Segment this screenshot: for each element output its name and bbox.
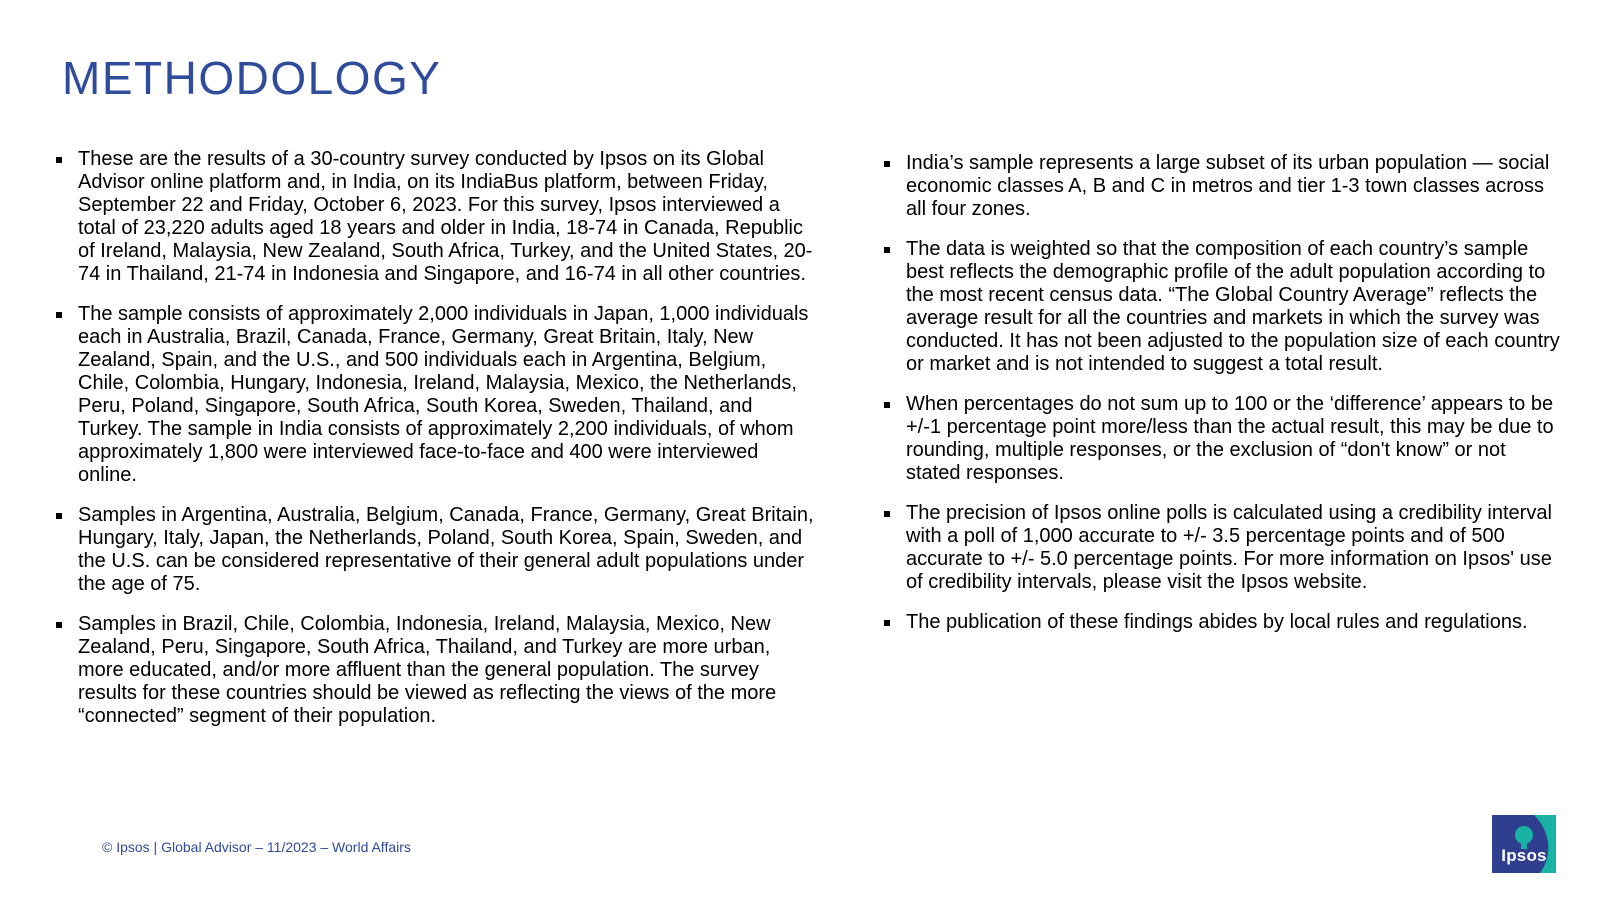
bullet-text: These are the results of a 30-country survey conducted by Ipsos on its Global Advisor online platform and, in India, on its IndiaBus platform, between Friday, September 22 and Friday, October 6, 2023. For this survey, Ipsos interviewed a total of 23,220 adults aged 18 years and older in India, 18-74 in Canada, Republic of Ireland, Malaysia, New Zealand, South Africa, Turkey, and the United States, 20-74 in Thailand, 21-74 in Indonesia and Singapore, and 16-74 in all other countries.: [78, 148, 813, 285]
square-bullet-icon: [56, 312, 62, 318]
bullet-text: India’s sample represents a large subset of its urban population — social economic classes A, B and C in metros and tier 1-3 town classes across all four zones.: [906, 152, 1550, 220]
right-bullet-list: [884, 152, 1564, 651]
square-bullet-icon: [884, 247, 890, 253]
bullet-text: When percentages do not sum up to 100 or the ‘difference’ appears to be +/-1 percentage point more/less than the actual result, this may be due to rounding, multiple responses, or the exclusion of “don't know” or not stated responses.: [906, 393, 1554, 484]
bullet-item: [56, 148, 816, 286]
logo-text: Ipsos: [1501, 846, 1547, 865]
square-bullet-icon: [56, 157, 62, 163]
bullet-item: [884, 502, 1564, 594]
square-bullet-icon: [56, 622, 62, 628]
ipsos-logo: [1492, 815, 1556, 873]
footer-copyright: © Ipsos | Global Advisor – 11/2023 – World Affairs: [102, 839, 411, 855]
square-bullet-icon: [884, 161, 890, 167]
square-bullet-icon: [56, 513, 62, 519]
bullet-text: The data is weighted so that the composition of each country’s sample best reflects the demographic profile of the adult population according to the most recent census data. “The Global Country Average” reflects the average result for all the countries and markets in which the survey was conducted. It has not been adjusted to the population size of each country or market and is not intended to suggest a total result.: [906, 238, 1560, 375]
bullet-text: The sample consists of approximately 2,000 individuals in Japan, 1,000 individuals each in Australia, Brazil, Canada, France, Germany, Great Britain, Italy, New Zealand, Spain, and the U.S., and 500 individuals each in Argentina, Belgium, Chile, Colombia, Hungary, Indonesia, Ireland, Malaysia, Mexico, the Netherlands, Peru, Poland, Singapore, South Africa, South Korea, Sweden, Thailand, and Turkey. The sample in India consists of approximately 2,200 individuals, of whom approximately 1,800 were interviewed face-to-face and 400 were interviewed online.: [78, 303, 809, 486]
bullet-item: [884, 152, 1564, 221]
square-bullet-icon: [884, 620, 890, 626]
bullet-item: [884, 611, 1564, 634]
bullet-text: Samples in Brazil, Chile, Colombia, Indonesia, Ireland, Malaysia, Mexico, New Zealand, Peru, Singapore, South Africa, Thailand, and Turkey are more urban, more educated, and/or more affluent than the general population. The survey results for these countries should be viewed as reflecting the views of the more “connected” segment of their population.: [78, 613, 777, 727]
bullet-item: [884, 238, 1564, 376]
page-title: METHODOLOGY: [62, 52, 442, 104]
bullet-item: [56, 613, 816, 728]
bullet-item: [56, 504, 816, 596]
bullet-text: The precision of Ipsos online polls is calculated using a credibility interval with a poll of 1,000 accurate to +/- 3.5 percentage points and of 500 accurate to +/- 5.0 percentage points. For more information on Ipsos' use of credibility intervals, please visit the Ipsos website.: [906, 502, 1552, 593]
square-bullet-icon: [884, 511, 890, 517]
bullet-item: [56, 303, 816, 487]
bullet-text: Samples in Argentina, Australia, Belgium, Canada, France, Germany, Great Britain, Hungary, Italy, Japan, the Netherlands, Poland, South Korea, Spain, Sweden, and the U.S. can be considered representative of their general adult populations under the age of 75.: [78, 504, 814, 595]
bullet-item: [884, 393, 1564, 485]
square-bullet-icon: [884, 402, 890, 408]
bullet-text: The publication of these findings abides by local rules and regulations.: [906, 611, 1528, 633]
left-bullet-list: [56, 148, 816, 745]
